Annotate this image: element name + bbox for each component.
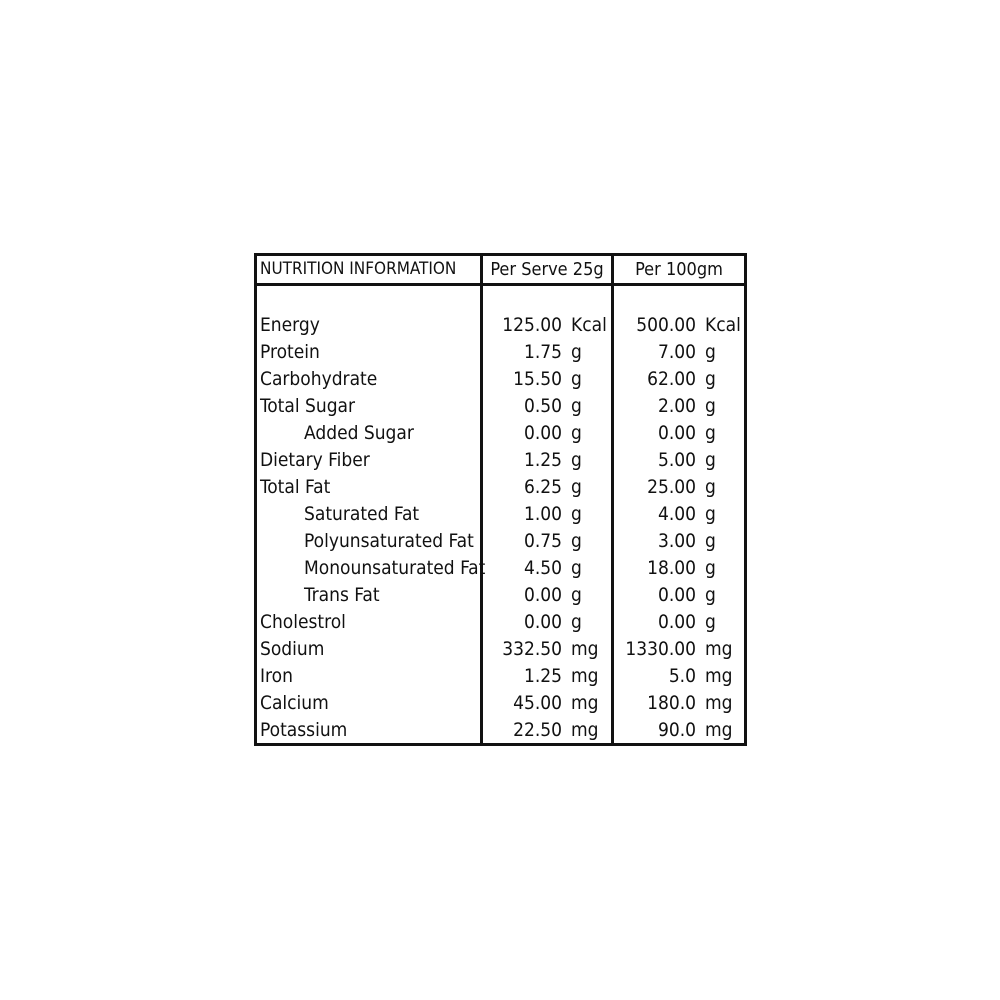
nutrient-label: Total Fat — [260, 476, 331, 498]
nutrient-label: Iron — [260, 665, 293, 687]
table-row — [257, 690, 744, 717]
per-100-unit: mg — [705, 692, 733, 714]
per-serve-unit: g — [571, 341, 582, 363]
nutrient-label: Saturated Fat — [304, 503, 420, 525]
per-100-value: 2.00 — [657, 395, 696, 417]
nutrient-label: Protein — [260, 341, 320, 363]
per-100-value: 3.00 — [657, 530, 696, 552]
nutrient-label: Cholestrol — [260, 611, 346, 633]
per-100-unit: g — [705, 476, 716, 498]
table-row — [257, 393, 744, 420]
per-100-value: 90.0 — [657, 719, 696, 741]
per-serve-unit: g — [571, 449, 582, 471]
per-100-value: 4.00 — [657, 503, 696, 525]
table-row — [257, 717, 744, 744]
per-serve-value: 332.50 — [502, 638, 562, 660]
per-100-unit: g — [705, 395, 716, 417]
per-100-unit: mg — [705, 638, 733, 660]
table-row — [257, 312, 744, 339]
per-serve-value: 0.00 — [523, 584, 562, 606]
per-100-value: 0.00 — [657, 584, 696, 606]
per-100-unit: Kcal — [705, 314, 741, 336]
per-serve-unit: g — [571, 395, 582, 417]
table-title: NUTRITION INFORMATION — [260, 259, 457, 279]
per-100-unit: g — [705, 368, 716, 390]
per-serve-value: 15.50 — [513, 368, 562, 390]
per-100-unit: g — [705, 449, 716, 471]
per-serve-value: 0.75 — [523, 530, 562, 552]
table-row — [257, 420, 744, 447]
per-serve-value: 1.00 — [523, 503, 562, 525]
nutrient-label: Monounsaturated Fat — [304, 557, 486, 579]
table-row — [257, 339, 744, 366]
per-100-value: 5.00 — [657, 449, 696, 471]
per-serve-unit: g — [571, 584, 582, 606]
table-row — [257, 366, 744, 393]
per-serve-unit: g — [571, 503, 582, 525]
per-serve-value: 1.25 — [523, 665, 562, 687]
per-serve-value: 0.50 — [523, 395, 562, 417]
per-serve-value: 0.00 — [523, 611, 562, 633]
nutrient-label: Added Sugar — [304, 422, 414, 444]
table-row — [257, 582, 744, 609]
nutrient-label: Polyunsaturated Fat — [304, 530, 474, 552]
column-header-per-100: Per 100gm — [635, 259, 723, 280]
per-100-value: 1330.00 — [625, 638, 696, 660]
per-serve-unit: g — [571, 476, 582, 498]
per-serve-value: 22.50 — [513, 719, 562, 741]
nutrient-label: Total Sugar — [260, 395, 356, 417]
per-100-value: 18.00 — [647, 557, 696, 579]
per-serve-unit: g — [571, 422, 582, 444]
per-serve-unit: mg — [571, 719, 599, 741]
per-100-value: 500.00 — [636, 314, 696, 336]
nutrient-label: Energy — [260, 314, 320, 336]
table-row — [257, 663, 744, 690]
table-row — [257, 555, 744, 582]
per-serve-unit: mg — [571, 692, 599, 714]
per-serve-unit: Kcal — [571, 314, 607, 336]
header-divider — [257, 283, 744, 286]
per-100-unit: g — [705, 503, 716, 525]
table-row — [257, 474, 744, 501]
nutrient-label: Dietary Fiber — [260, 449, 370, 471]
per-100-value: 5.0 — [668, 665, 696, 687]
per-serve-value: 1.25 — [523, 449, 562, 471]
per-serve-value: 1.75 — [523, 341, 562, 363]
per-serve-unit: g — [571, 557, 582, 579]
per-100-unit: mg — [705, 719, 733, 741]
nutrient-label: Carbohydrate — [260, 368, 378, 390]
per-100-unit: mg — [705, 665, 733, 687]
per-serve-value: 0.00 — [523, 422, 562, 444]
nutrition-table — [254, 253, 747, 746]
per-100-value: 0.00 — [657, 611, 696, 633]
per-serve-unit: g — [571, 530, 582, 552]
per-serve-unit: mg — [571, 638, 599, 660]
per-100-unit: g — [705, 530, 716, 552]
table-row — [257, 528, 744, 555]
table-row — [257, 636, 744, 663]
nutrient-label: Potassium — [260, 719, 348, 741]
nutrient-label: Calcium — [260, 692, 329, 714]
per-serve-value: 125.00 — [502, 314, 562, 336]
nutrient-rows — [257, 312, 744, 744]
per-100-value: 7.00 — [657, 341, 696, 363]
per-serve-value: 6.25 — [523, 476, 562, 498]
column-header-per-serve: Per Serve 25g — [490, 259, 604, 280]
per-serve-unit: g — [571, 368, 582, 390]
table-row — [257, 501, 744, 528]
nutrient-label: Sodium — [260, 638, 325, 660]
per-100-value: 25.00 — [647, 476, 696, 498]
per-100-unit: g — [705, 422, 716, 444]
per-serve-unit: g — [571, 611, 582, 633]
per-100-unit: g — [705, 341, 716, 363]
per-100-value: 180.0 — [647, 692, 696, 714]
per-100-unit: g — [705, 611, 716, 633]
per-100-unit: g — [705, 584, 716, 606]
per-serve-value: 4.50 — [523, 557, 562, 579]
per-serve-value: 45.00 — [513, 692, 562, 714]
table-row — [257, 447, 744, 474]
per-100-value: 62.00 — [647, 368, 696, 390]
per-100-unit: g — [705, 557, 716, 579]
per-100-value: 0.00 — [657, 422, 696, 444]
table-row — [257, 609, 744, 636]
nutrient-label: Trans Fat — [304, 584, 380, 606]
per-serve-unit: mg — [571, 665, 599, 687]
